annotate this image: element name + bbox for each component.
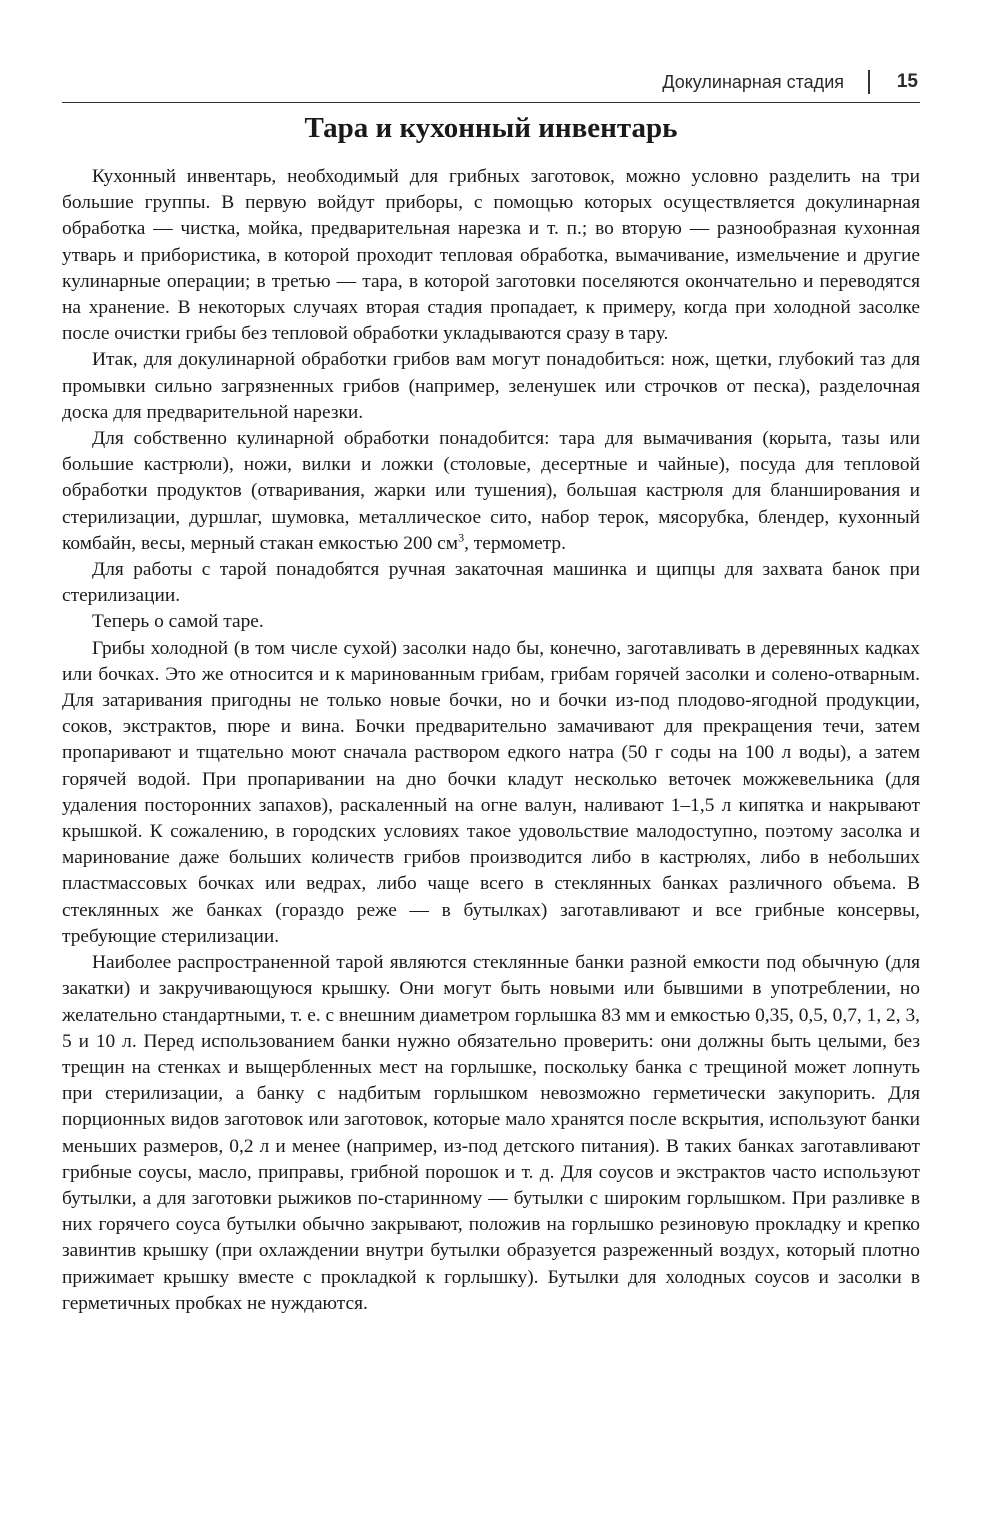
body-text — [62, 164, 920, 1317]
running-head-section-title: Докулинарная стадия — [662, 72, 844, 92]
paragraph-3-text: Для собственно кулинарной обработки понадобится: тара для вымачивания (корыта, тазы или большие кастрюли), ножи, вилки и ложки (столовые, десертные и чайные), посуда для тепловой обработки продуктов (отваривания, жарки или тушения), большая кастрюля для бланширования и стерилизации, дуршлаг, шумовка, металлическое сито, набор терок, мясорубка, блендер, кухонный комбайн, весы, мерный стакан емкостью 200 см — [62, 428, 920, 554]
paragraph-1: Кухонный инвентарь, необходимый для грибных заготовок, можно условно разделить на три большие группы. В первую войдут приборы, с помощью которых осуществляется докулинарная обработка — чистка, мойка, предварительная нарезка и т. п.; во вторую — разнообразная кухонная утварь и прибористика, в которой проходит тепловая обработка, вымачивание, измельчение и другие кулинарные операции; в третью — тара, в которой заготовки поселяются окончательно и переводятся на хранение. В некоторых случаях вторая стадия пропадает, к примеру, когда при холодной засолке после очистки грибы без тепловой обработки укладываются сразу в тару. — [62, 166, 920, 345]
chapter-title: Тара и кухонный инвентарь — [304, 112, 678, 144]
running-head — [62, 66, 920, 103]
running-head-divider — [868, 70, 870, 94]
paragraph-4: Для работы с тарой понадобятся ручная закаточная машинка и щипцы для захвата банок при стерилизации. — [62, 559, 920, 607]
paragraph-6: Грибы холодной (в том числе сухой) засолки надо бы, конечно, заготавливать в деревянных кадках или бочках. Это же относится и к маринованным грибам, грибам горячей засолки и солено-отварным. Для затаривания пригодны не только новые бочки, но и бочки из-под плодово-ягодной продукции, соков, экстрактов, пюре и вина. Бочки предварительно замачивают для прекращения течи, затем пропаривают и тщательно моют сначала раствором едкого натра (50 г соды на 100 л воды), а затем горячей водой. При пропаривании на дно бочки кладут несколько веточек можжевельника (для удаления посторонних запахов), раскаленный на огне валун, наливают 1–1,5 л кипятка и накрывают крышкой. К сожалению, в городских условиях такое удовольствие малодоступно, поэтому засолка и маринование даже больших количеств грибов производится либо в кастрюлях, либо в небольших пластмассовых бочках или ведрах, либо чаще всего в стеклянных банках различного объема. В стеклянных же банках (гораздо реже — в бутылках) заготавливают и все грибные консервы, требующие стерилизации. — [62, 637, 920, 947]
paragraph-2: Итак, для докулинарной обработки грибов вам могут понадобиться: нож, щетки, глубокий таз для промывки сильно загрязненных грибов (например, зеленушек или строчков от песка), разделочная доска для предварительной нарезки. — [62, 349, 920, 423]
page-number: 15 — [896, 71, 918, 92]
paragraph-7: Наиболее распространенной тарой являются стеклянные банки разной емкости под обычную (для закатки) и закручивающуюся крышку. Они могут быть новыми или бывшими в употреблении, но желательно стандартными, т. е. с внешним диаметром горлышка 83 мм и емкостью 0,35, 0,5, 0,7, 1, 2, 3, 5 и 10 л. Перед использованием банки нужно обязательно проверить: они должны быть целыми, без трещин на стенках и выщербленных мест на горлышке, поскольку банка с трещиной может лопнуть при стерилизации, а банку с надбитым горлышком невозможно герметически закупорить. Для порционных видов заготовок или заготовок, которые мало хранятся после вскрытия, используют банки меньших размеров, 0,2 л и менее (например, из-под детского питания). В таких банках заготавливают грибные соусы, масло, приправы, грибной порошок и т. д. Для соусов и экстрактов часто используют бутылки, а для заготовки рыжиков по-старинному — бутылки с широким горлышком. При разливке в них горячего соуса бутылки обычно закрывают, положив на горлышко резиновую прокладку и крепко завинтив крышку (при охлаждении внутри бутылки образуется разреженный воздух, который плотно прижимает крышку вместе с прокладкой к горлышку). Бутылки для холодных соусов и засолки в герметичных пробках не нуждаются. — [62, 952, 920, 1314]
paragraph-3-tail: , термометр. — [464, 532, 566, 554]
paragraph-5: Теперь о самой таре. — [92, 611, 264, 633]
superscript-cubic: 3 — [458, 530, 465, 545]
paragraph-3 — [62, 426, 920, 557]
